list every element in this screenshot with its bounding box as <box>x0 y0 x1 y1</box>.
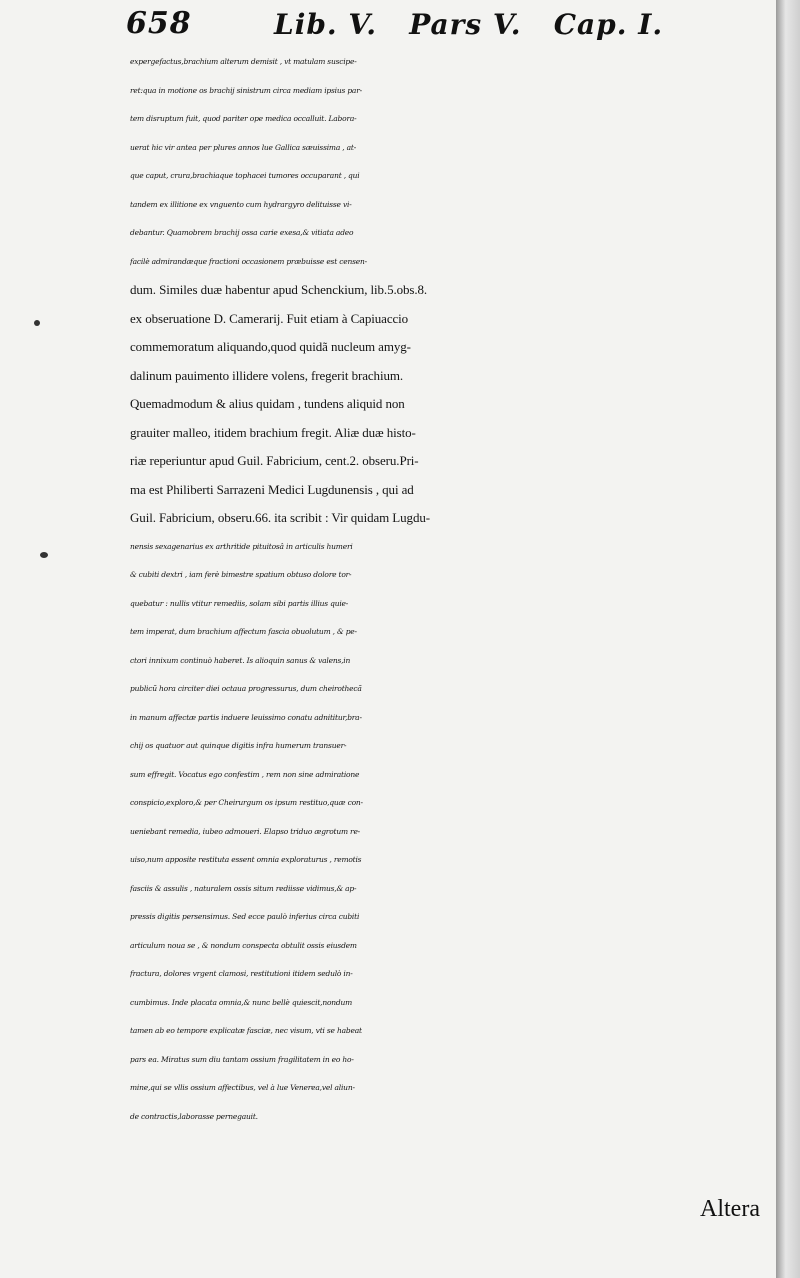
text-line: tem disruptum fuit, quod pariter ope medica occalluit. Labora- <box>130 114 357 123</box>
text-line: & cubiti dextri , iam ferè bimestre spatium obtuso dolore tor- <box>130 570 352 579</box>
page-edge <box>776 0 800 1278</box>
text-line: commemoratum aliquando,quod quidã nucleum amyg- <box>130 339 411 354</box>
page-header <box>126 6 766 46</box>
page-number: 658 <box>126 6 192 41</box>
text-line: facilè admirandæque fractioni occasionem præbuisse est censen- <box>130 256 367 266</box>
text-line: riæ reperiuntur apud Guil. Fabricium, cent.2. obseru.Pri- <box>130 453 419 468</box>
text-line: cumbimus. Inde placata omnia,& nunc bellè quiescit,nondum <box>130 997 353 1007</box>
body-text <box>130 48 770 1131</box>
text-line: tamen ab eo tempore explicatæ fasciæ, nec visum, vti se habeat <box>130 1026 362 1035</box>
text-line: pars ea. Miratus sum diu tantam ossium fragilitatem in eo ho- <box>130 1054 354 1064</box>
text-line: mine,qui se vllis ossium affectibus, vel à lue Venerea,vel aliun- <box>130 1083 355 1092</box>
text-line: publicũ hora circiter diei octaua progressurus, dum cheirothecã <box>130 684 362 693</box>
text-line: conspicio,exploro,& per Cheirurgum os ipsum restituo,quæ con- <box>130 798 363 807</box>
text-line: uiso,num apposite restituta essent omnia exploraturus , remotis <box>130 855 362 864</box>
text-line: sum effregit. Vocatus ego confestim , rem non sine admiratione <box>130 769 360 779</box>
text-line: tem imperat, dum brachium affectum fascia obuolutum , & pe- <box>130 627 357 636</box>
text-line: expergefactus,brachium alterum demisit , vt matulam suscipe- <box>130 57 357 66</box>
text-line: ma est Philiberti Sarrazeni Medici Lugdunensis , qui ad <box>130 481 414 497</box>
text-line: ctori innixum continuò haberet. Is alioquin sanus & valens,in <box>130 655 351 665</box>
text-line: ret:qua in motione os brachij sinistrum circa mediam ipsius par- <box>130 85 362 95</box>
ink-speck <box>40 552 48 558</box>
text-line: tandem ex illitione ex vnguento cum hydrargyro delituisse vi- <box>130 199 352 209</box>
text-line: fractura, dolores vrgent clamosi, restitutioni itidem sedulò in- <box>130 969 353 978</box>
text-line: fasciis & assulis , naturalem ossis situm rediisse vidimus,& ap- <box>130 883 357 893</box>
text-line: pressis digitis persensimus. Sed ecce paulò inferius circa cubiti <box>130 912 360 921</box>
text-line: debantur. Quamobrem brachij ossa carie exesa,& vitiata adeo <box>130 228 354 237</box>
text-line: in manum affectæ partis induere leuissimo conatu adnititur,bra- <box>130 712 362 722</box>
text-line: nensis sexagenarius ex arthritide pituitosâ in articulis humeri <box>130 541 353 551</box>
text-line: ueniebant remedia, iubeo admoueri. Elapso triduo ægrotum re- <box>130 826 361 836</box>
text-line: Quemadmodum & alius quidam , tundens aliquid non <box>130 396 405 411</box>
text-line: grauiter malleo, itidem brachium fregit. Aliæ duæ histo- <box>130 424 416 440</box>
text-line: chij os quatuor aut quinque digitis infra humerum transuer- <box>130 741 347 750</box>
ink-speck <box>34 320 40 326</box>
text-line: uerat hic vir antea per plures annos lue Gallica sæuissima , at- <box>130 142 357 152</box>
text-line: que caput, crura,brachiaque tophacei tumores occuparant , qui <box>130 171 360 180</box>
catchword: Altera <box>700 1196 760 1222</box>
text-line: Guil. Fabricium, obseru.66. ita scribit : Vir quidam Lugdu- <box>130 510 430 525</box>
text-line: de contractis,laborasse pernegauit. <box>130 1111 258 1121</box>
text-line: articulum noua se , & nondum conspecta obtulit ossis eiusdem <box>130 940 357 950</box>
text-line: dalinum pauimento illidere volens, fregerit brachium. <box>130 367 404 383</box>
text-line: quebatur : nullis vtitur remediis, solam sibi partis illius quie- <box>130 598 349 608</box>
text-line: dum. Similes duæ habentur apud Schenckium, lib.5.obs.8. <box>130 282 428 297</box>
running-head: Lib. V. Pars V. Cap. I. <box>274 8 664 41</box>
text-line: ex obseruatione D. Camerarij. Fuit etiam à Capiuaccio <box>130 310 409 326</box>
